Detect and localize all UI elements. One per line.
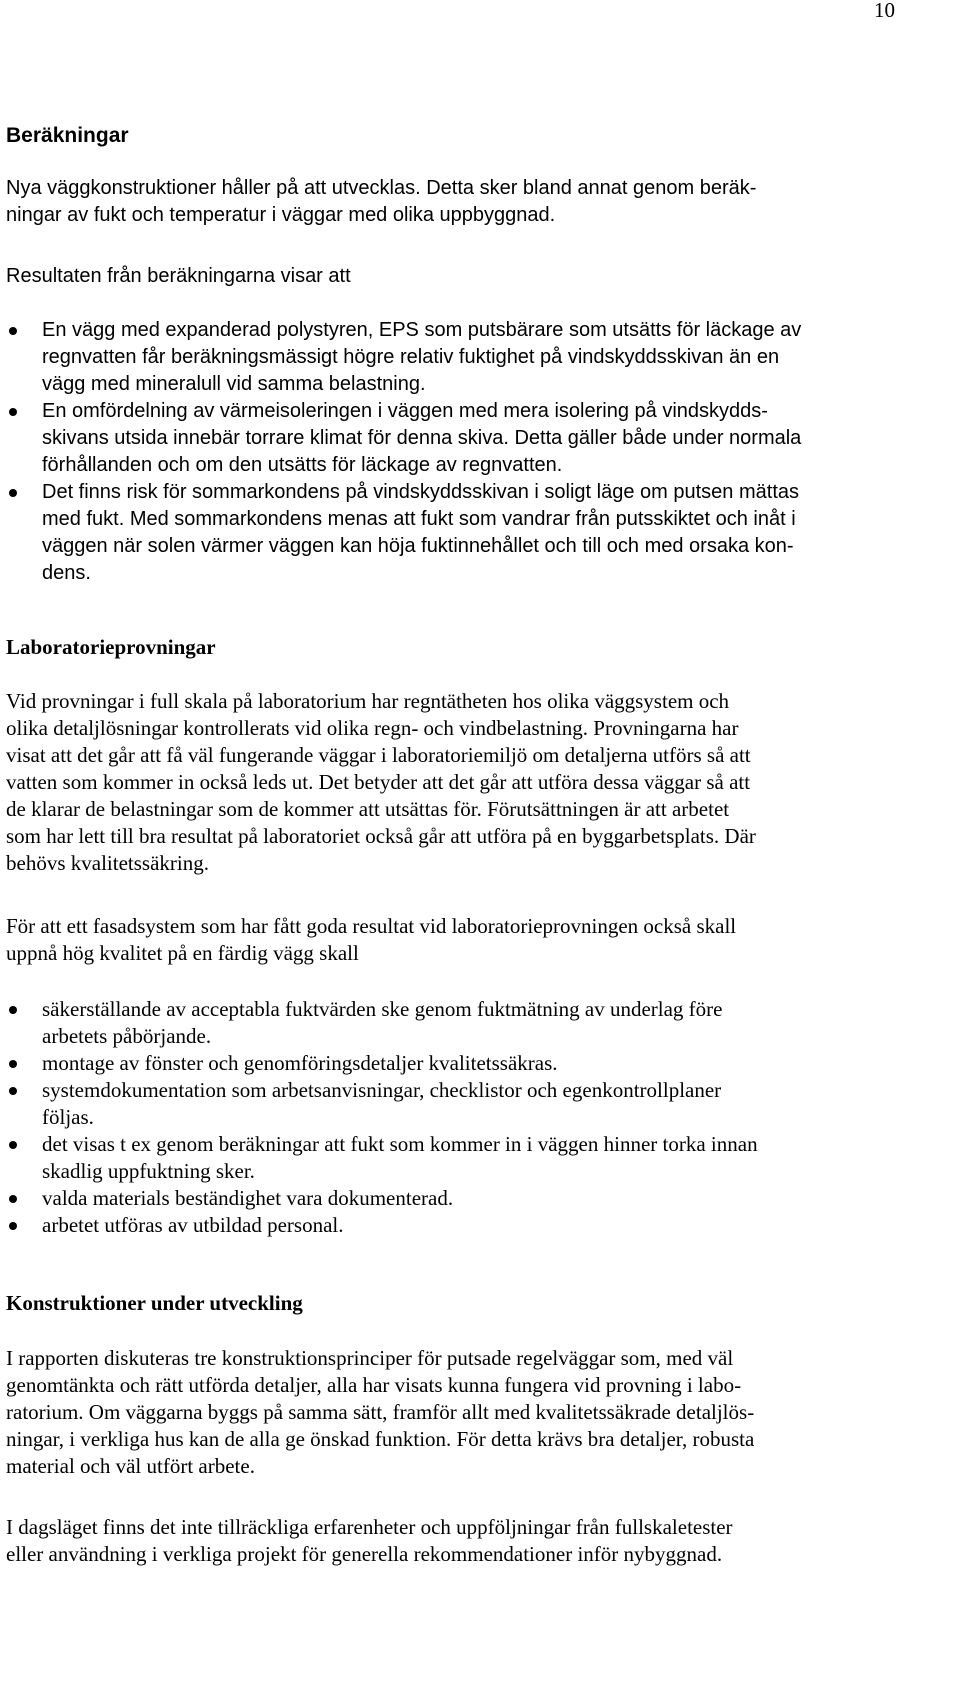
text-line: de klarar de belastningar som de kommer att utsättas för. Förutsättningen är att arbetet (6, 797, 730, 821)
page-number: 10 (874, 0, 895, 22)
intro-paragraph (6, 175, 906, 229)
text-line: material och väl utfört arbete. (6, 1454, 255, 1478)
text-line: som har lett till bra resultat på laboratoriet också går att utföra på en byggarbetsplats. Där (6, 824, 756, 848)
text-line: arbetet utföras av utbildad personal. (42, 1213, 344, 1237)
list-item (6, 479, 906, 587)
text-line: regnvatten får beräkningsmässigt högre relativ fuktighet på vindskyddsskivan än en (42, 346, 780, 368)
text-line: dens. (42, 562, 91, 584)
text-line: Vid provningar i full skala på laboratorium har regntätheten hos olika väggsystem och (6, 689, 730, 713)
list-item (6, 317, 906, 398)
text-line: ningar, i verkliga hus kan de alla ge önskad funktion. För detta krävs bra detaljer, robusta (6, 1427, 755, 1451)
list-item (6, 1185, 906, 1212)
heading-laboratorieprovningar: Laboratorieprovningar (6, 635, 216, 659)
results-lead: Resultaten från beräkningarna visar att (6, 265, 351, 287)
list-item (6, 1050, 906, 1077)
text-line: förhållanden och om den utsätts för läckage av regnvatten. (42, 454, 563, 476)
text-line: genomtänkta och rätt utförda detaljer, alla har visats kunna fungera vid provning i labo- (6, 1373, 742, 1397)
text-line: Nya väggkonstruktioner håller på att utvecklas. Detta sker bland annat genom beräk- (6, 177, 757, 199)
text-line: skivans utsida innebär torrare klimat för denna skiva. Detta gäller både under normala (42, 427, 802, 449)
konstruktioner-paragraph-1 (6, 1345, 916, 1480)
heading-konstruktioner: Konstruktioner under utveckling (6, 1291, 303, 1315)
text-line: arbetets påbörjande. (42, 1024, 212, 1048)
konstruktioner-paragraph-2 (6, 1514, 916, 1568)
text-line: skadlig uppfuktning sker. (42, 1159, 255, 1183)
quality-list (6, 996, 906, 1239)
text-line: säkerställande av acceptabla fuktvärden ske genom fuktmätning av underlag före (42, 997, 723, 1021)
text-line: visat att det går att få väl fungerande väggar i laboratoriemiljö om detaljerna utförs så att (6, 743, 751, 767)
text-line: ratorium. Om väggarna byggs på samma sätt, framför allt med kvalitetssäkrade detaljlös- (6, 1400, 755, 1424)
text-line: systemdokumentation som arbetsanvisningar, checklistor och egenkontrollplaner (42, 1078, 722, 1102)
text-line: vatten som kommer in också leds ut. Det betyder att det går att utföra dessa väggar så att (6, 770, 751, 794)
list-item (6, 1077, 906, 1131)
text-line: vägg med mineralull vid samma belastning. (42, 373, 426, 395)
text-line: En vägg med expanderad polystyren, EPS som putsbärare som utsätts för läckage av (42, 319, 802, 341)
text-line: montage av fönster och genomföringsdetaljer kvalitetssäkras. (42, 1051, 558, 1075)
text-line: följas. (42, 1105, 94, 1129)
text-line: behövs kvalitetssäkring. (6, 851, 209, 875)
text-line: valda materials beständighet vara dokumenterad. (42, 1186, 454, 1210)
lab-lead (6, 913, 916, 967)
heading-berakningar: Beräkningar (6, 124, 129, 147)
text-line: ningar av fukt och temperatur i väggar med olika uppbyggnad. (6, 204, 556, 226)
text-line: Det finns risk för sommarkondens på vindskyddsskivan i soligt läge om putsen mättas (42, 481, 800, 503)
lab-paragraph (6, 688, 916, 877)
list-item (6, 398, 906, 479)
text-line: väggen när solen värmer väggen kan höja fuktinnehållet och till och med orsaka kon- (42, 535, 794, 557)
text-line: olika detaljlösningar kontrollerats vid olika regn- och vindbelastning. Provningarna har (6, 716, 739, 740)
text-line: uppnå hög kvalitet på en färdig vägg skall (6, 941, 359, 965)
list-item (6, 1131, 906, 1185)
text-line: eller användning i verkliga projekt för generella rekommendationer inför nybyggnad. (6, 1542, 723, 1566)
text-line: En omfördelning av värmeisoleringen i väggen med mera isolering på vindskydds- (42, 400, 768, 422)
text-line: det visas t ex genom beräkningar att fukt som kommer in i väggen hinner torka innan (42, 1132, 758, 1156)
text-line: I dagsläget finns det inte tillräckliga erfarenheter och uppföljningar från fullskaletester (6, 1515, 733, 1539)
list-item (6, 996, 906, 1050)
text-line: I rapporten diskuteras tre konstruktionsprinciper för putsade regelväggar som, med väl (6, 1346, 734, 1370)
text-line: För att ett fasadsystem som har fått goda resultat vid laboratorieprovningen också skall (6, 914, 737, 938)
text-line: med fukt. Med sommarkondens menas att fukt som vandrar från putsskiktet och inåt i (42, 508, 796, 530)
results-list (6, 317, 906, 587)
list-item (6, 1212, 906, 1239)
